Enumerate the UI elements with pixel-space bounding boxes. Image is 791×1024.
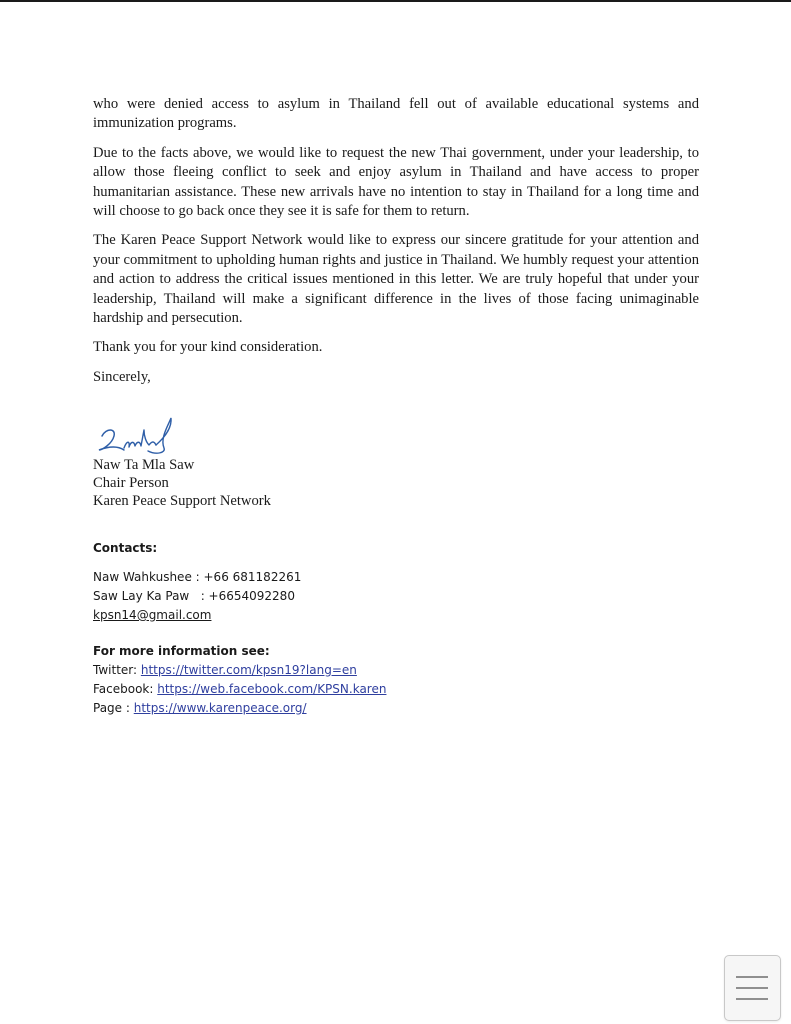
letter-body bbox=[93, 95, 699, 397]
section-spacer bbox=[93, 625, 513, 642]
email-link[interactable]: kpsn14@gmail.com bbox=[93, 608, 212, 622]
info-link-row bbox=[93, 661, 513, 680]
contacts-heading: Contacts: bbox=[93, 541, 158, 555]
letter-closing: Sincerely, bbox=[93, 368, 151, 385]
handwritten-signature-icon bbox=[94, 412, 178, 458]
facebook-link[interactable]: https://web.facebook.com/KPSN.karen bbox=[157, 682, 387, 696]
info-link-label: Facebook: bbox=[93, 682, 158, 696]
contact-name: Naw Wahkushee : bbox=[93, 570, 204, 584]
contact-name: Saw Lay Ka Paw : bbox=[93, 589, 209, 603]
signature-block bbox=[93, 456, 271, 510]
contact-email-row bbox=[93, 606, 513, 625]
contact-row bbox=[93, 568, 513, 587]
contact-phone: +6654092280 bbox=[208, 589, 295, 603]
info-link-row bbox=[93, 699, 513, 718]
contact-phone: +66 681182261 bbox=[203, 570, 302, 584]
letter-paragraph: The Karen Peace Support Network would like to express our sincere gratitude for your attention and your commitment to upholding human rights and justice in Thailand. We humbly request your attention and action to address the critical issues mentioned in this letter. We are truly hopeful that under your leadership, Thailand will make a significant difference in the lives of those facing unimaginable hardship and persecution. bbox=[93, 232, 699, 327]
info-link-row bbox=[93, 680, 513, 699]
info-link-label: Twitter: bbox=[93, 663, 141, 677]
menu-line bbox=[736, 998, 768, 1000]
hamburger-menu-icon[interactable] bbox=[724, 955, 781, 1021]
more-info-heading: For more information see: bbox=[93, 644, 270, 658]
twitter-link[interactable]: https://twitter.com/kpsn19?lang=en bbox=[140, 663, 357, 677]
info-link-label: Page : bbox=[93, 701, 134, 715]
signer-title: Chair Person bbox=[93, 475, 169, 491]
letter-paragraph: Thank you for your kind consideration. bbox=[93, 339, 323, 356]
letter-paragraph: Due to the facts above, we would like to request the new Thai government, under your leadership, to allow those fleeing conflict to seek and enjoy asylum in Thailand and have access to proper humanitarian assistance. These new arrivals have no intention to stay in Thailand for a long time and will choose to go back once they see it is safe for them to return. bbox=[93, 144, 699, 220]
menu-line bbox=[736, 976, 768, 978]
contact-section bbox=[93, 539, 513, 718]
contact-row bbox=[93, 587, 513, 606]
website-link[interactable]: https://www.karenpeace.org/ bbox=[133, 701, 307, 715]
page-top-border bbox=[0, 0, 791, 2]
menu-line bbox=[736, 987, 768, 989]
signer-organization: Karen Peace Support Network bbox=[93, 493, 271, 509]
letter-paragraph: who were denied access to asylum in Thailand fell out of available educational systems and immunization programs. bbox=[93, 96, 699, 132]
signer-name: Naw Ta Mla Saw bbox=[93, 457, 195, 473]
